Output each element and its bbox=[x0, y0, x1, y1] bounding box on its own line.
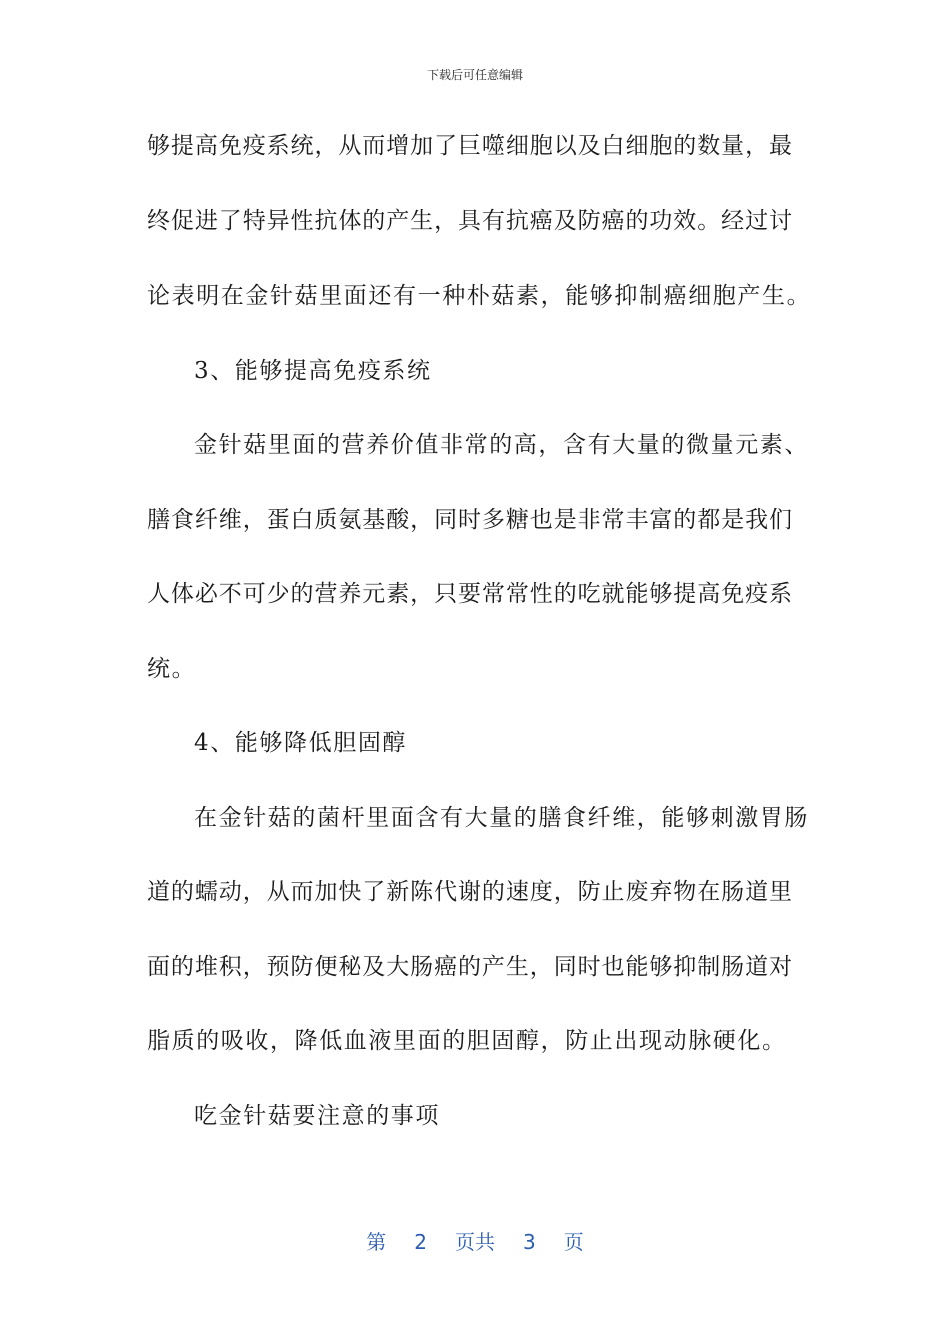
paragraph-line: 膳食纤维，蛋白质氨基酸，同时多糖也是非常丰富的都是我们 bbox=[147, 507, 792, 533]
section-heading: 吃金针菇要注意的事项 bbox=[194, 1103, 440, 1129]
footer-di: 第 bbox=[366, 1230, 387, 1254]
paragraph-line: 终促进了特异性抗体的产生，具有抗癌及防癌的功效。经过讨 bbox=[147, 208, 792, 234]
footer-page-number: 2 bbox=[414, 1230, 427, 1254]
paragraph-line: 在金针菇的菌杆里面含有大量的膳食纤维，能够刺激胃肠 bbox=[194, 805, 809, 831]
footer-ye: 页 bbox=[563, 1230, 584, 1254]
paragraph-line: 金针菇里面的营养价值非常的高，含有大量的微量元素、 bbox=[194, 432, 809, 458]
paragraph-line: 道的蠕动，从而加快了新陈代谢的速度，防止废弃物在肠道里 bbox=[147, 879, 792, 905]
page-footer bbox=[0, 1226, 950, 1255]
header-note: 下载后可任意编辑 bbox=[426, 68, 523, 82]
paragraph-line: 够提高免疫系统，从而增加了巨噬细胞以及白细胞的数量，最 bbox=[147, 133, 792, 159]
paragraph-line: 人体必不可少的营养元素，只要常常性的吃就能够提高免疫系 bbox=[147, 581, 792, 607]
section-heading: 4、能够降低胆固醇 bbox=[194, 730, 408, 756]
paragraph-line: 脂质的吸收，降低血液里面的胆固醇，防止出现动脉硬化。 bbox=[147, 1028, 787, 1054]
footer-ye-gong: 页共 bbox=[455, 1230, 495, 1254]
paragraph-line: 面的堆积，预防便秘及大肠癌的产生，同时也能够抑制肠道对 bbox=[147, 954, 792, 980]
paragraph-line: 统。 bbox=[147, 656, 197, 682]
footer-total-pages: 3 bbox=[523, 1230, 536, 1254]
paragraph-line: 论表明在金针菇里面还有一种朴菇素，能够抑制癌细胞产生。 bbox=[147, 283, 812, 309]
section-heading: 3、能够提高免疫系统 bbox=[194, 358, 432, 384]
